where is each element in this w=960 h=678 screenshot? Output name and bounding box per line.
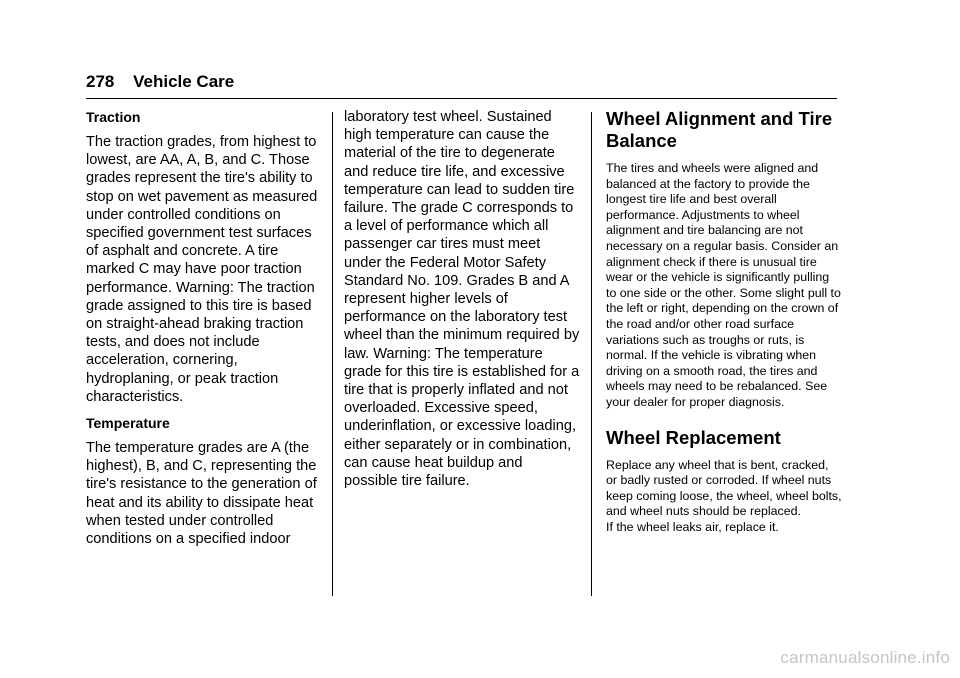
alignment-body: The tires and wheels were aligned and balanced at the factory to provide the longest tire life and best overall performance. Adjustments to wheel alignment and tire balancing are not necessary on a regular basis. Consider an alignment check if there is unusual tire wear or the vehicle is significantly pulling to one side or the other. Some slight pull to the left or right, depending on the crown of the road and/or other road surface variations such as troughs or ruts, is normal. If the vehicle is vibrating when driving on a smooth road, the tires and wheels may need to be rebalanced. See your dealer for proper diagnosis. — [606, 161, 841, 409]
traction-heading: Traction — [86, 109, 141, 125]
temperature-heading: Temperature — [86, 415, 170, 432]
header-divider — [86, 98, 837, 99]
traction-body: The traction grades, from highest to lowest, are AA, A, B, and C. Those grades represent the tire's ability to stop on wet pavement as measured under controlled conditions on specified government test surfaces of asphalt and concrete. A tire marked C may have poor traction performance. Warning: The traction grade assigned to this tire is based on straight-ahead braking traction tests, and does not include acceleration, cornering, hydroplaning, or peak traction characteristics. — [86, 134, 318, 405]
page-header — [86, 72, 234, 92]
replacement-heading: Wheel Replacement — [606, 426, 781, 448]
section-name: Vehicle Care — [133, 72, 235, 91]
temperature-body-part1: The temperature grades are A (the highest), B, and C, representing the tire's resistance to the generation of heat and its ability to dissipate heat when tested under controlled conditions on a specified indoor — [86, 440, 317, 548]
column-divider-1 — [332, 112, 333, 596]
replacement-body-1: Replace any wheel that is bent, cracked, or badly rusted or corroded. If wheel nuts keep coming loose, the wheel, wheel bolts, and wheel nuts should be replaced. — [606, 457, 842, 519]
column-divider-2 — [591, 112, 592, 596]
page-number: 278 — [86, 72, 115, 91]
replacement-body-2: If the wheel leaks air, replace it. — [606, 519, 779, 534]
column-1 — [86, 108, 322, 556]
column-2 — [344, 108, 580, 498]
temperature-body-part2: laboratory test wheel. Sustained high temperature can cause the material of the tire to degenerate and reduce tire life, and excessive temperature can lead to sudden tire failure. The grade C corresponds to a level of performance which all passenger car tires must meet under the Federal Motor Safety Standard No. 109. Grades B and A represent higher levels of performance on the laboratory test wheel than the minimum required by law. Warning: The temperature grade for this tire is established for a tire that is properly inflated and not overloaded. Excessive speed, underinflation, or excessive loading, either separately or in combination, can cause heat buildup and possible tire failure. — [344, 109, 580, 490]
watermark: carmanualsonline.info — [780, 648, 950, 667]
alignment-heading: Wheel Alignment and Tire Balance — [606, 108, 833, 151]
column-3 — [606, 108, 842, 535]
